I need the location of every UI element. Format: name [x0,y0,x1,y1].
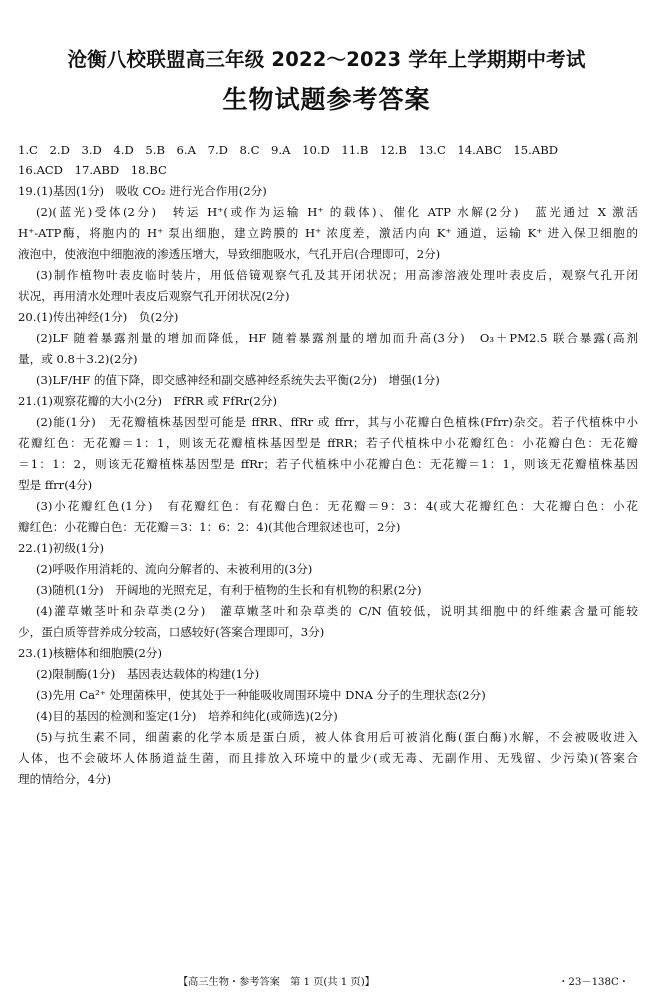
answer-line-q22-4-end: 少，蛋白质等营养成分较高，口感较好(答案合理即可，3分) [18,625,325,639]
answer-line-q21-2-cont2: ＝1：1：2，则该无花瓣植株基因型是 ffRr；若子代植株中小花瓣白色：无花瓣＝1：1，则该无花瓣植株基因 [18,457,638,471]
answer-line-q20-3: (3)LF/HF 的值下降，即交感神经和副交感神经系统失去平衡(2分) 增强(1分) [36,373,440,387]
answer-line-q21-2: (2)能(1分) 无花瓣植株基因型可能是 ffRR、ffRr 或 ffrr，其与小花瓣白色植株(Ffrr)杂交。若子代植株中小 [36,415,638,429]
document-title: 沧衡八校联盟高三年级 2022～2023 学年上学期期中考试 [67,48,586,71]
answer-line-q23-5: (5)与抗生素不同，细菌素的化学本质是蛋白质，被人体食用后可被消化酶(蛋白酶)水解，不会被吸收进入 [36,730,638,744]
answer-line-q19-2-cont: H⁺-ATP酶，将胞内的 H⁺ 泵出细胞，建立跨膜的 H⁺ 浓度差，激活内向 K⁺ 通道，运输 K⁺ 进入保卫细胞的 [18,226,638,240]
document-subtitle: 生物试题参考答案 [222,85,431,114]
answer-line-choice-1: 1.C 2.D 3.D 4.D 5.B 6.A 7.D 8.C 9.A 10.D 11.B 12.B 13.C 14.ABC 15.ABD [18,143,559,157]
answer-line-q22-4: (4)灌草嫩茎叶和杂草类(2分) 灌草嫩茎叶和杂草类的 C/N 值较低，说明其细胞中的纤维素含量可能较 [36,604,638,618]
answer-line-q23-1: 23.(1)核糖体和细胞膜(2分) [18,646,163,660]
answer-line-q23-2: (2)限制酶(1分) 基因表达载体的构建(1分) [36,667,260,681]
answer-line-q19-3: (3)制作植物叶表皮临时装片，用低倍镜观察气孔及其开闭状况；用高渗溶液处理叶表皮后，观察气孔开闭 [36,268,638,282]
answer-line-q20-2: (2)LF 随着暴露剂量的增加而降低，HF 随着暴露剂量的增加而升高(3分) O₃＋PM2.5 联合暴露(高剂 [36,331,638,345]
answer-line-q22-3: (3)随机(1分) 开阔地的光照充足，有利于植物的生长和有机物的积累(2分) [36,583,422,597]
answer-line-q19-1: 19.(1)基因(1分) 吸收 CO₂ 进行光合作用(2分) [18,184,267,198]
footer-doc-code: ・23－138C・ [558,977,629,988]
answer-line-choice-2: 16.ACD 17.ABD 18.BC [18,163,167,177]
answer-line-q22-2: (2)呼吸作用消耗的、流向分解者的、未被利用的(3分) [36,562,313,576]
answer-line-q20-2-end: 量，或 0.8＋3.2)(2分) [18,352,138,366]
answer-line-q23-5-cont: 人体，也不会破坏人体肠道益生菌，而且排放入环境中的量少(或无毒、无副作用、无残留、少污染)(答案合 [18,751,638,765]
answer-line-q19-2: (2)(蓝光)受体(2分) 转运 H⁺(或作为运输 H⁺ 的载体)、催化 ATP 水解(2分) 蓝光通过 X 激活 [36,205,638,219]
answer-line-q21-1: 21.(1)观察花瓣的大小(2分) FfRR 或 FfRr(2分) [18,394,278,408]
answer-line-q23-5-end: 理的情给分，4分) [18,772,112,786]
page-footer [0,973,653,987]
answer-line-q21-3: (3)小花瓣红色(1分) 有花瓣红色：有花瓣白色：无花瓣＝9：3：4(或大花瓣红色：大花瓣白色：小花 [36,499,638,513]
answer-line-q22-1: 22.(1)初级(1分) [18,541,105,555]
footer-page-info: 【高三生物・参考答案 第 1 页(共 1 页)】 [178,977,375,988]
answer-line-q19-2-end: 液泡中，使液泡中细胞液的渗透压增大，导致细胞吸水，气孔开启(合理即可，2分) [18,247,441,261]
answer-line-q21-3-end: 瓣红色：小花瓣白色：无花瓣＝3：1：6：2：4)(其他合理叙述也可，2分) [18,520,401,534]
answer-line-q23-3: (3)先用 Ca²⁺ 处理菌株甲，使其处于一种能吸收周围环境中 DNA 分子的生理状态(2分) [36,688,486,702]
answer-line-q21-2-cont: 花瓣红色：无花瓣＝1：1，则该无花瓣植株基因型是 ffRR；若子代植株中小花瓣红色：小花瓣白色：无花瓣 [18,436,638,450]
answer-line-q23-4: (4)目的基因的检测和鉴定(1分) 培养和纯化(或筛选)(2分) [36,709,338,723]
answer-line-q19-3-end: 状况，再用清水处理叶表皮后观察气孔开闭状况(2分) [18,289,290,303]
answer-line-q20-1: 20.(1)传出神经(1分) 负(2分) [18,310,179,324]
answer-line-q21-2-end: 型是 ffrr(4分) [18,478,93,492]
